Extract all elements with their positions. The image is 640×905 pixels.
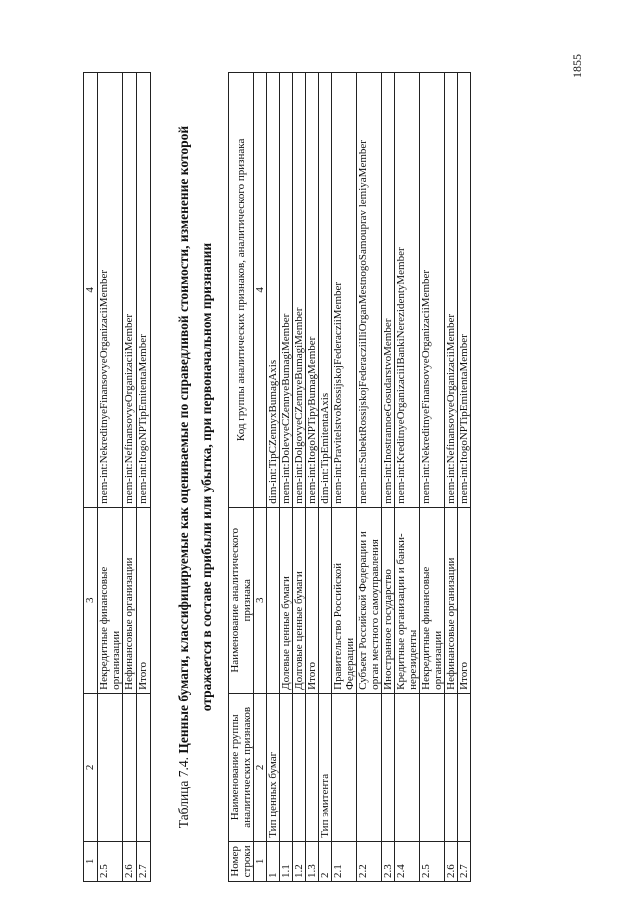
row-number: 2 (319, 841, 332, 881)
page-number: 1855 (570, 54, 584, 78)
feature-name: Долговые ценные бумаги (293, 507, 306, 693)
row-number: 1.2 (293, 841, 306, 881)
group-name: Тип эмитента (319, 693, 332, 841)
header-feature-name: Наименование аналитического признака (229, 507, 254, 693)
feature-code: mem-int:PravitelstvoRossijskojFederacziiMember (332, 73, 357, 508)
row-number: 2.4 (395, 841, 420, 881)
feature-code: dim-int:TipEmitentaAxis (319, 73, 332, 508)
feature-name: Правительство Российской Федерации (332, 507, 357, 693)
feature-name: Итого (137, 507, 151, 693)
table-numbering-row (254, 73, 267, 882)
row-number: 1.3 (306, 841, 319, 881)
row-number: 1 (267, 841, 280, 881)
table-caption-lead: Таблица 7.4. (176, 756, 191, 829)
table-caption-line-1 (175, 72, 193, 882)
row-number: 2.3 (382, 841, 395, 881)
feature-name (319, 507, 332, 693)
table-header-row (229, 73, 254, 882)
feature-code: mem-int:NefinansovyeOrganizaciiMember (445, 73, 458, 508)
group-name (395, 693, 420, 841)
feature-code: mem-int:NekreditnyeFinansovyeOrganizaciiMember (98, 73, 123, 508)
feature-code: mem-int:SubektRossijskojFederacziiIliOrganMestnogoSamouprav lemiyaMember (357, 73, 382, 508)
group-name (420, 693, 445, 841)
feature-code: mem-int:DolevyeCZennyeBumagiMember (280, 73, 293, 508)
row-number: 2.5 (420, 841, 445, 881)
feature-code: dim-int:TipCZennyxBumagAxis (267, 73, 280, 508)
row-number: 2.6 (123, 841, 137, 881)
group-name (137, 693, 151, 841)
table-row (306, 73, 319, 882)
continuation-table (83, 72, 151, 882)
group-name (280, 693, 293, 841)
feature-name (267, 507, 280, 693)
header-group-name: Наименование группы аналитических признаков (229, 693, 254, 841)
group-name (123, 693, 137, 841)
header-row-number: Номер строки (229, 841, 254, 881)
group-name (357, 693, 382, 841)
column-number: 4 (254, 73, 267, 508)
table-row (267, 73, 280, 882)
feature-name: Долевые ценные бумаги (280, 507, 293, 693)
group-name: Тип ценных бумаг (267, 693, 280, 841)
row-number: 2.2 (357, 841, 382, 881)
group-name (306, 693, 319, 841)
column-number: 3 (254, 507, 267, 693)
table-row (293, 73, 306, 882)
header-cell: 1 (84, 841, 98, 881)
table-row (458, 73, 471, 882)
table-header-row (84, 73, 98, 882)
column-number: 2 (254, 693, 267, 841)
table-row (319, 73, 332, 882)
row-number: 2.7 (137, 841, 151, 881)
column-number: 1 (254, 841, 267, 881)
table-caption-title: Ценные бумаги, классифицируемые как оцениваемые по справедливой стоимости, изменение которой (176, 125, 191, 754)
header-cell: 2 (84, 693, 98, 841)
feature-name: Иностранное государство (382, 507, 395, 693)
group-name (382, 693, 395, 841)
table-row (137, 73, 151, 882)
group-name (332, 693, 357, 841)
header-cell: 4 (84, 73, 98, 508)
row-number: 2.6 (445, 841, 458, 881)
table-row (357, 73, 382, 882)
header-feature-code: Код группы аналитических признаков, аналитического признака (229, 73, 254, 508)
table-row (382, 73, 395, 882)
table-row (420, 73, 445, 882)
table-row (395, 73, 420, 882)
table-row (98, 73, 123, 882)
group-name (293, 693, 306, 841)
feature-code: mem-int:NekreditnyeFinansovyeOrganizaciiMember (420, 73, 445, 508)
group-name (98, 693, 123, 841)
feature-code: mem-int:KreditnyeOrganizaciiIBankiNerezidentyMember (395, 73, 420, 508)
row-number: 2.1 (332, 841, 357, 881)
table-row (332, 73, 357, 882)
feature-name: Субъект Российской Федерации и орган местного самоуправления (357, 507, 382, 693)
group-name (445, 693, 458, 841)
feature-code: mem-int:NefinansovyeOrganizaciiMember (123, 73, 137, 508)
table-row (445, 73, 458, 882)
table-row (123, 73, 137, 882)
feature-code: mem-int:ItogoNPTipyBumagMember (306, 73, 319, 508)
feature-name: Некредитные финансовые организации (98, 507, 123, 693)
table-caption-line-2: отражается в составе прибыли или убытка, при первоначальном признании (199, 242, 214, 712)
row-number: 1.1 (280, 841, 293, 881)
row-number: 2.5 (98, 841, 123, 881)
feature-name: Некредитные финансовые организации (420, 507, 445, 693)
feature-code: mem-int:InostrannoeGosudarstvoMember (382, 73, 395, 508)
row-number: 2.7 (458, 841, 471, 881)
group-name (458, 693, 471, 841)
feature-name: Нефинансовые организации (123, 507, 137, 693)
feature-name: Кредитные организации и банки-нерезиденты (395, 507, 420, 693)
feature-code: mem-int:ItogoNPTipEmitentaMember (137, 73, 151, 508)
feature-code: mem-int:ItogoNPTipEmitentaMember (458, 73, 471, 508)
feature-name: Нефинансовые организации (445, 507, 458, 693)
securities-table (228, 72, 471, 882)
feature-name: Итого (306, 507, 319, 693)
table-row (280, 73, 293, 882)
feature-code: mem-int:DolgovyeCZennyeBumagiMember (293, 73, 306, 508)
header-cell: 3 (84, 507, 98, 693)
feature-name: Итого (458, 507, 471, 693)
